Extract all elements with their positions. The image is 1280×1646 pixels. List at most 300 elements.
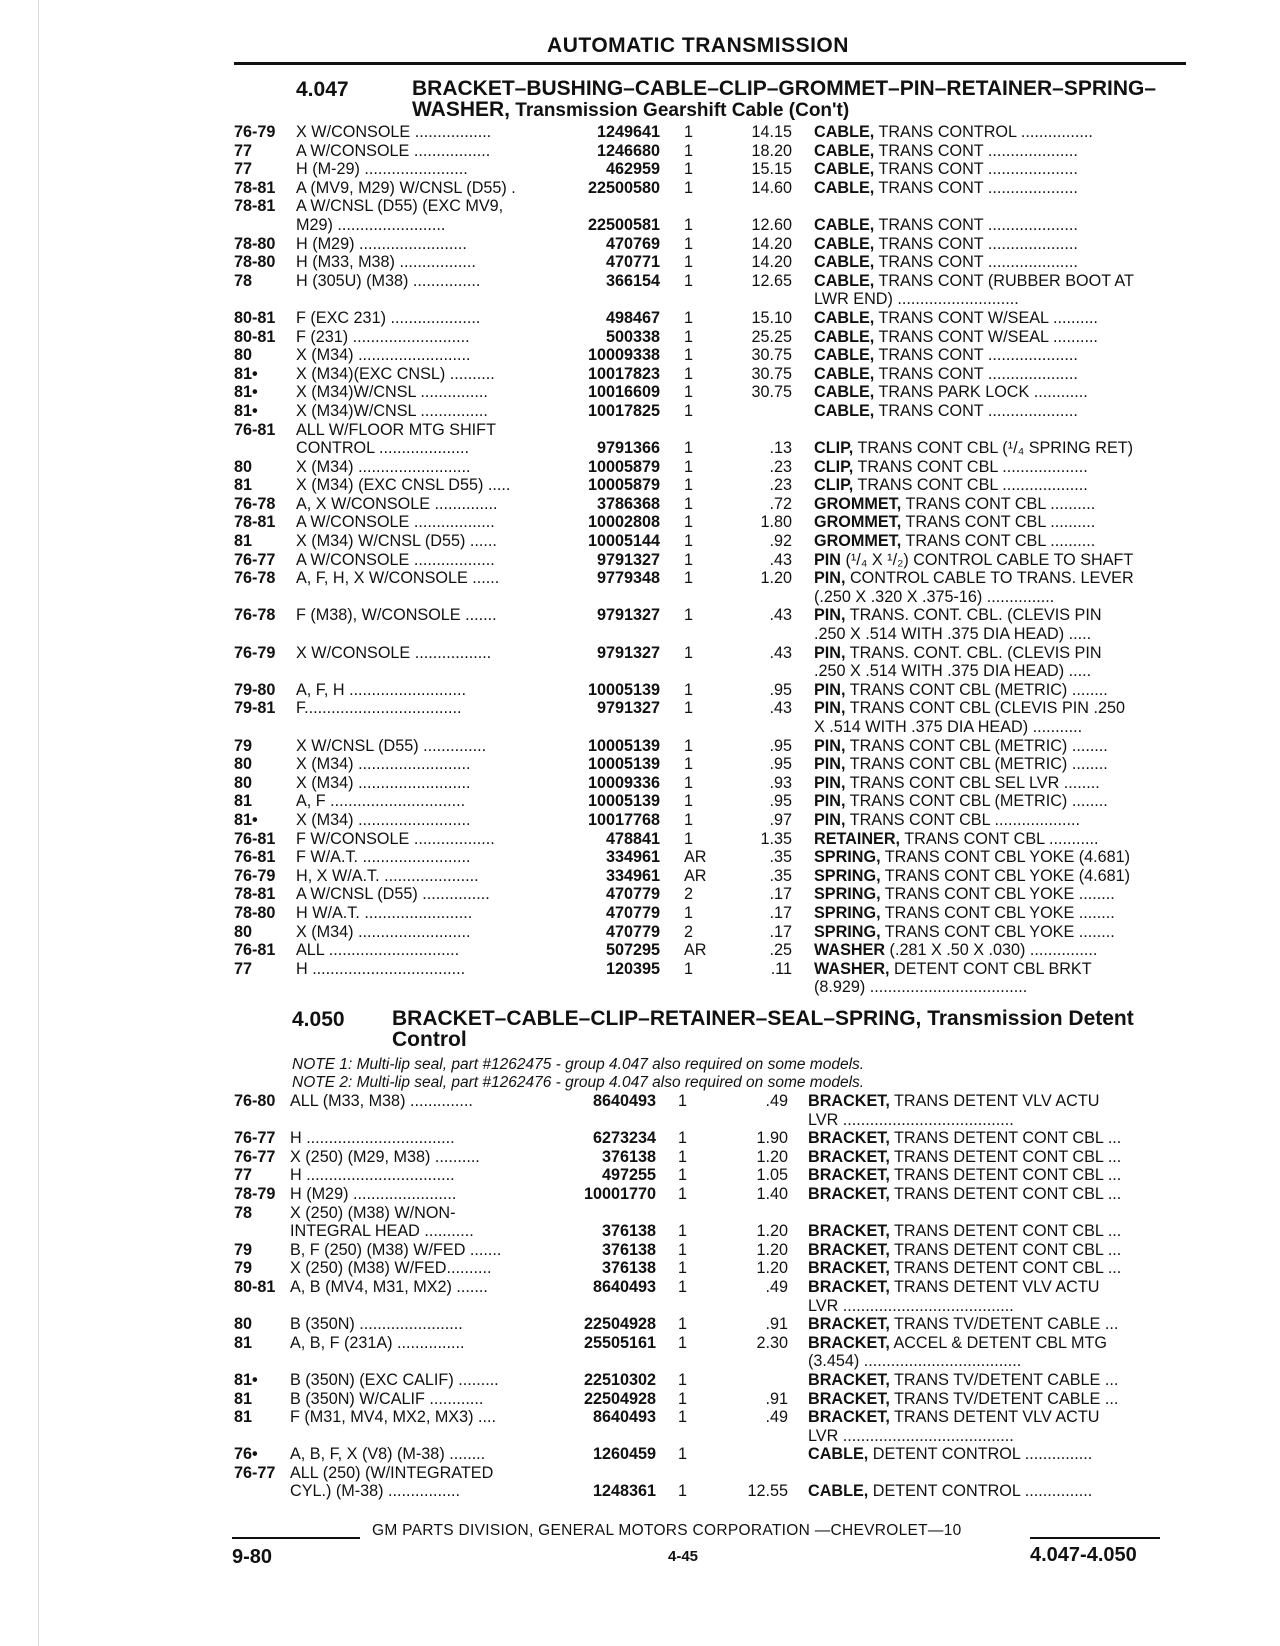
part-number: 8640493 [592, 1408, 656, 1427]
model-year: 76-79 [234, 643, 276, 662]
model-year: 80-81 [234, 1277, 276, 1296]
parts-row [0, 1464, 1280, 1483]
description-detail: TRANS DETENT CONT CBL ... [889, 1147, 1122, 1166]
quantity: 1 [684, 550, 694, 569]
price: 12.65 [751, 271, 792, 290]
description-part-name: CABLE, [814, 364, 875, 383]
footer-date: 9-80 [232, 1546, 273, 1568]
model-year: 81• [234, 383, 258, 402]
section-2-parts-list [0, 1092, 1280, 1501]
part-number: 470769 [605, 234, 660, 253]
parts-row [0, 923, 1280, 942]
description-detail: TRANS CONT .................... [874, 401, 1078, 420]
application-text: X W/CONSOLE ................. [296, 643, 492, 662]
price: .43 [769, 643, 792, 662]
description-detail: TRANS CONT CBL (METRIC) ........ [845, 755, 1108, 774]
parts-row [0, 235, 1280, 254]
quantity: 1 [684, 160, 694, 179]
description-part-name: SPRING, [814, 848, 881, 867]
parts-row [0, 123, 1280, 142]
price: 2.30 [756, 1333, 788, 1352]
model-year: 80 [234, 346, 253, 365]
application-text: H (M29) ........................ [296, 234, 467, 253]
application-text: CONTROL .................... [296, 439, 469, 458]
footer-publisher: GM PARTS DIVISION, GENERAL MOTORS CORPORATION —CHEVROLET—10 [372, 1522, 962, 1539]
description [808, 1297, 1178, 1316]
price: 14.20 [751, 234, 792, 253]
description [814, 532, 1184, 551]
description [808, 1259, 1178, 1278]
model-year: 79-81 [234, 699, 276, 718]
parts-row [0, 216, 1280, 235]
description-part-name: PIN, [814, 680, 846, 699]
model-year: 76-77 [234, 1129, 276, 1148]
description-detail: TRANS. CONT. CBL. (CLEVIS PIN [845, 643, 1102, 662]
part-number: 10005139 [587, 736, 660, 755]
quantity: 1 [678, 1222, 688, 1241]
parts-row [0, 290, 1280, 309]
price: 15.15 [751, 160, 792, 179]
application-text: A W/CNSL (D55) ............... [296, 885, 490, 904]
price: .49 [765, 1092, 788, 1110]
quantity: 1 [684, 643, 694, 662]
model-year: 78-81 [234, 513, 276, 532]
application-text: X (M34)W/CNSL ............... [296, 383, 488, 402]
application-text: H ................................. [290, 1166, 455, 1185]
description-detail: TRANS CONT CBL .......... [901, 513, 1096, 532]
application-text: A (MV9, M29) W/CNSL (D55) . [296, 178, 516, 197]
description-detail: LWR END) ........................... [814, 290, 1019, 309]
application-text: H W/A.T. ........................ [296, 903, 473, 922]
description-detail: TRANS CONT CBL YOKE ........ [880, 922, 1115, 941]
application-text: X (M34)W/CNSL ............... [296, 401, 488, 420]
parts-row [0, 811, 1280, 830]
description [814, 569, 1184, 588]
quantity: AR [684, 848, 707, 867]
section-1-heading-line2-bold: WASHER, [412, 98, 511, 121]
parts-row [0, 197, 1280, 216]
quantity: 1 [684, 606, 694, 625]
description-part-name: PIN, [814, 792, 846, 811]
description-detail: TRANS CONT CBL (METRIC) ........ [845, 792, 1108, 811]
model-year: 76-80 [234, 1092, 276, 1110]
part-number: 376138 [601, 1240, 656, 1259]
description-detail: (8.929) ................................... [814, 978, 1028, 997]
parts-row [0, 644, 1280, 663]
description-part-name: SPRING, [814, 866, 881, 885]
application-text: F (EXC 231) .................... [296, 308, 481, 327]
parts-row [0, 718, 1280, 737]
description-detail: TRANS CONT .................... [874, 253, 1078, 272]
parts-row [0, 606, 1280, 625]
parts-row [0, 1371, 1280, 1390]
application-text: INTEGRAL HEAD ........... [290, 1222, 474, 1241]
price: .72 [769, 494, 792, 513]
description [808, 1445, 1178, 1464]
model-year: 76-78 [234, 569, 276, 588]
price: .43 [769, 550, 792, 569]
description-part-name: BRACKET, [808, 1184, 890, 1203]
part-number: 10005139 [587, 680, 660, 699]
model-year: 77 [234, 160, 253, 179]
description-detail: TRANS CONT CBL YOKE (4.681) [880, 848, 1131, 867]
price: .95 [769, 680, 792, 699]
model-year: 81• [234, 1370, 258, 1389]
description-part-name: WASHER, [814, 959, 890, 978]
description-part-name: CABLE, [814, 141, 875, 160]
parts-row [0, 1092, 1280, 1111]
price: .91 [765, 1315, 788, 1334]
description-part-name: CLIP, [814, 439, 854, 458]
description [814, 383, 1184, 402]
quantity: AR [684, 941, 707, 960]
description [814, 978, 1184, 997]
description-detail: TRANS TV/DETENT CABLE ... [889, 1389, 1119, 1408]
description [814, 458, 1184, 477]
parts-row [0, 439, 1280, 458]
application-text: X (250) (M29, M38) .......... [290, 1147, 480, 1166]
model-year: 80-81 [234, 327, 276, 346]
description-part-name: SPRING, [814, 885, 881, 904]
description-detail: TRANS CONT .................... [874, 160, 1078, 179]
description [808, 1185, 1178, 1204]
part-number: 334961 [605, 848, 660, 867]
description [814, 792, 1184, 811]
description [814, 346, 1184, 365]
price: .17 [769, 922, 792, 941]
quantity: 1 [678, 1184, 688, 1203]
model-year: 78 [234, 271, 253, 290]
footer-rule-left [232, 1537, 360, 1539]
description [808, 1241, 1178, 1260]
description-detail: TRANS CONT CBL (METRIC) ........ [845, 680, 1108, 699]
part-number: 334961 [605, 866, 660, 885]
description [814, 755, 1184, 774]
part-number: 376138 [601, 1147, 656, 1166]
quantity: 1 [684, 308, 694, 327]
application-text: X W/CNSL (D55) .............. [296, 736, 487, 755]
part-number: 22500580 [587, 178, 660, 197]
quantity: 1 [684, 792, 694, 811]
description [808, 1482, 1178, 1501]
description-detail: TRANS DETENT CONT CBL ... [889, 1184, 1122, 1203]
quantity: 1 [684, 476, 694, 495]
description-part-name: BRACKET, [808, 1370, 890, 1389]
price: .97 [769, 810, 792, 829]
description-detail: TRANS DETENT CONT CBL ... [889, 1129, 1122, 1148]
description [814, 588, 1184, 607]
price: 1.20 [756, 1222, 788, 1241]
application-text: F (M38), W/CONSOLE ....... [296, 606, 497, 625]
price: 18.20 [751, 141, 792, 160]
quantity: 1 [684, 457, 694, 476]
application-text: X (M34) ......................... [296, 810, 471, 829]
parts-row [0, 328, 1280, 347]
application-text: M29) ........................ [296, 215, 446, 234]
description-detail: .250 X .514 WITH .375 DIA HEAD) ..... [814, 625, 1092, 644]
description [814, 216, 1184, 235]
description [814, 737, 1184, 756]
description-part-name: BRACKET, [808, 1333, 890, 1352]
description-part-name: BRACKET, [808, 1408, 890, 1427]
description [814, 402, 1184, 421]
parts-row [0, 1278, 1280, 1297]
price: 1.90 [756, 1129, 788, 1148]
parts-row [0, 978, 1280, 997]
part-number: 10017823 [587, 364, 660, 383]
model-year: 77 [234, 141, 253, 160]
section-2-number: 4.050 [292, 1008, 345, 1031]
parts-row [0, 253, 1280, 272]
application-text: CYL.) (M-38) ................ [290, 1482, 460, 1501]
quantity: 1 [678, 1370, 688, 1389]
application-text: X (M34) W/CNSL (D55) ...... [296, 532, 497, 551]
section-1-heading [412, 78, 1156, 121]
application-text: A W/CONSOLE ................. [296, 141, 491, 160]
description-detail: LVR ...................................... [808, 1110, 1014, 1129]
quantity: 1 [678, 1166, 688, 1185]
application-text: B (350N) W/CALIF ............ [290, 1389, 484, 1408]
description-detail: (.281 X .50 X .030) ............... [885, 941, 1098, 960]
parts-row [0, 1334, 1280, 1353]
description-part-name: PIN, [814, 810, 846, 829]
parts-row [0, 476, 1280, 495]
description [814, 513, 1184, 532]
model-year: 81• [234, 810, 258, 829]
application-text: H (M29) ....................... [290, 1184, 457, 1203]
description-part-name: CABLE, [814, 234, 875, 253]
section-2-note-1: NOTE 1: Multi-lip seal, part #1262475 - group 4.047 also required on some models. [292, 1056, 865, 1073]
model-year: 78-80 [234, 253, 276, 272]
price: .23 [769, 457, 792, 476]
description [814, 923, 1184, 942]
part-number: 497255 [601, 1166, 656, 1185]
parts-row [0, 1315, 1280, 1334]
part-number: 22504928 [583, 1389, 656, 1408]
model-year: 80 [234, 457, 253, 476]
parts-row [0, 1204, 1280, 1223]
application-text: A, F .............................. [296, 792, 466, 811]
price: .91 [765, 1389, 788, 1408]
part-number: 1248361 [592, 1482, 656, 1501]
quantity: 1 [678, 1482, 688, 1501]
application-text: ALL (250) (W/INTEGRATED [290, 1463, 494, 1482]
quantity: 2 [684, 885, 694, 904]
description [814, 904, 1184, 923]
description [808, 1427, 1178, 1446]
quantity: 2 [684, 922, 694, 941]
part-number: 22510302 [583, 1370, 656, 1389]
description [808, 1148, 1178, 1167]
price: .23 [769, 476, 792, 495]
description [814, 439, 1184, 458]
model-year: 80 [234, 922, 253, 941]
quantity: 1 [684, 234, 694, 253]
part-number: 9791327 [596, 699, 660, 718]
model-year: 78-81 [234, 885, 276, 904]
description [814, 235, 1184, 254]
description-part-name: BRACKET, [808, 1129, 890, 1148]
parts-row [0, 1352, 1280, 1371]
description-detail: TRANS CONTROL ................ [874, 123, 1093, 141]
model-year: 81 [234, 1389, 253, 1408]
model-year: 79 [234, 1259, 253, 1278]
parts-row [0, 551, 1280, 570]
description-part-name: PIN [814, 550, 841, 569]
description-detail: (¹/₄ X ¹/₂) CONTROL CABLE TO SHAFT [841, 550, 1134, 569]
description-detail: TRANS DETENT VLV ACTU [889, 1277, 1100, 1296]
part-number: 10002808 [587, 513, 660, 532]
part-number: 22504928 [583, 1315, 656, 1334]
description-part-name: PIN, [814, 773, 846, 792]
model-year: 76-77 [234, 1463, 276, 1482]
description [808, 1334, 1178, 1353]
description [814, 681, 1184, 700]
description-detail: TRANS DETENT CONT CBL ... [889, 1222, 1122, 1241]
description-part-name: CABLE, [814, 215, 875, 234]
description-part-name: BRACKET, [808, 1166, 890, 1185]
application-text: ALL ............................. [296, 941, 460, 960]
parts-row [0, 1445, 1280, 1464]
description [814, 662, 1184, 681]
quantity: 1 [678, 1389, 688, 1408]
section-1-heading-line2-rest: Transmission Gearshift Cable (Con't) [510, 100, 850, 121]
quantity: 1 [684, 959, 694, 978]
description-detail: ACCEL & DETENT CBL MTG [889, 1333, 1107, 1352]
description-part-name: CLIP, [814, 457, 854, 476]
description [808, 1371, 1178, 1390]
application-text: ALL (M33, M38) .............. [290, 1092, 473, 1110]
parts-row [0, 1111, 1280, 1130]
description-part-name: CABLE, [814, 346, 875, 365]
part-number: 10005879 [587, 476, 660, 495]
model-year: 80 [234, 755, 253, 774]
parts-row [0, 346, 1280, 365]
parts-row [0, 160, 1280, 179]
description-part-name: CABLE, [814, 401, 875, 420]
application-text: A, B, F (231A) ............... [290, 1333, 465, 1352]
parts-row [0, 179, 1280, 198]
parts-row [0, 1297, 1280, 1316]
parts-row [0, 365, 1280, 384]
part-number: 8640493 [592, 1277, 656, 1296]
price: 12.55 [747, 1482, 788, 1501]
quantity: 1 [678, 1147, 688, 1166]
description-detail: TRANS. CONT. CBL. (CLEVIS PIN [845, 606, 1102, 625]
part-number: 10017768 [587, 810, 660, 829]
description-detail: TRANS DETENT CONT CBL ... [889, 1240, 1122, 1259]
quantity: 1 [684, 903, 694, 922]
quantity: 1 [684, 383, 694, 402]
application-text: A, X W/CONSOLE .............. [296, 494, 498, 513]
description-part-name: SPRING, [814, 903, 881, 922]
application-text: A, B (MV4, M31, MX2) ....... [290, 1277, 488, 1296]
model-year: 78-81 [234, 197, 276, 216]
model-year: 80 [234, 773, 253, 792]
description [814, 179, 1184, 198]
quantity: AR [684, 866, 707, 885]
model-year: 78-81 [234, 178, 276, 197]
application-text: H (M-29) ....................... [296, 160, 468, 179]
quantity: 1 [684, 736, 694, 755]
description [814, 941, 1184, 960]
description-detail: TRANS CONT .................... [874, 234, 1078, 253]
description-part-name: GROMMET, [814, 494, 902, 513]
description-part-name: BRACKET, [808, 1147, 890, 1166]
description [808, 1390, 1178, 1409]
model-year: 76-81 [234, 829, 276, 848]
application-text: X (M34) ......................... [296, 755, 471, 774]
parts-row [0, 142, 1280, 161]
description-part-name: PIN, [814, 569, 846, 588]
description [814, 253, 1184, 272]
description-part-name: RETAINER, [814, 829, 901, 848]
parts-row [0, 1408, 1280, 1427]
description-detail: TRANS TV/DETENT CABLE ... [889, 1315, 1119, 1334]
description [808, 1111, 1178, 1130]
parts-row [0, 904, 1280, 923]
application-text: F (M31, MV4, MX2, MX3) .... [290, 1408, 496, 1427]
description-part-name: BRACKET, [808, 1277, 890, 1296]
application-text: H .................................. [296, 959, 466, 978]
price: 1.80 [760, 513, 792, 532]
quantity: 1 [684, 401, 694, 420]
description [814, 495, 1184, 514]
description [808, 1166, 1178, 1185]
price: 1.35 [760, 829, 792, 848]
part-number: 470779 [605, 903, 660, 922]
model-year: 79 [234, 736, 253, 755]
parts-row [0, 1390, 1280, 1409]
quantity: 1 [684, 215, 694, 234]
price: 25.25 [751, 327, 792, 346]
price: .95 [769, 736, 792, 755]
description-part-name: CLIP, [814, 476, 854, 495]
model-year: 76• [234, 1445, 258, 1464]
description-detail: (3.454) ................................... [808, 1352, 1022, 1371]
description-part-name: PIN, [814, 643, 846, 662]
quantity: 1 [684, 123, 694, 141]
part-number: 10017825 [587, 401, 660, 420]
quantity: 1 [684, 680, 694, 699]
model-year: 77 [234, 1166, 253, 1185]
description-detail: DETENT CONT CBL BRKT [889, 959, 1092, 978]
price: .43 [769, 606, 792, 625]
description-detail: TRANS CONT .................... [874, 178, 1078, 197]
description [814, 811, 1184, 830]
price: 30.75 [751, 383, 792, 402]
model-year: 76-81 [234, 941, 276, 960]
parts-row [0, 402, 1280, 421]
price: .92 [769, 532, 792, 551]
description-detail: (.250 X .320 X .375-16) ............... [814, 587, 1055, 606]
part-number: 8640493 [592, 1092, 656, 1110]
model-year: 80 [234, 1315, 253, 1334]
model-year: 78 [234, 1203, 253, 1222]
description-part-name: CABLE, [814, 327, 875, 346]
description-part-name: PIN, [814, 699, 846, 718]
description-detail: TRANS CONT CBL (METRIC) ........ [845, 736, 1108, 755]
description-detail: TRANS CONT .................... [874, 141, 1078, 160]
part-number: 498467 [605, 308, 660, 327]
description [814, 830, 1184, 849]
price: 1.20 [756, 1147, 788, 1166]
quantity: 1 [678, 1092, 688, 1110]
parts-row [0, 941, 1280, 960]
model-year: 81• [234, 364, 258, 383]
description [814, 551, 1184, 570]
price: .25 [769, 941, 792, 960]
